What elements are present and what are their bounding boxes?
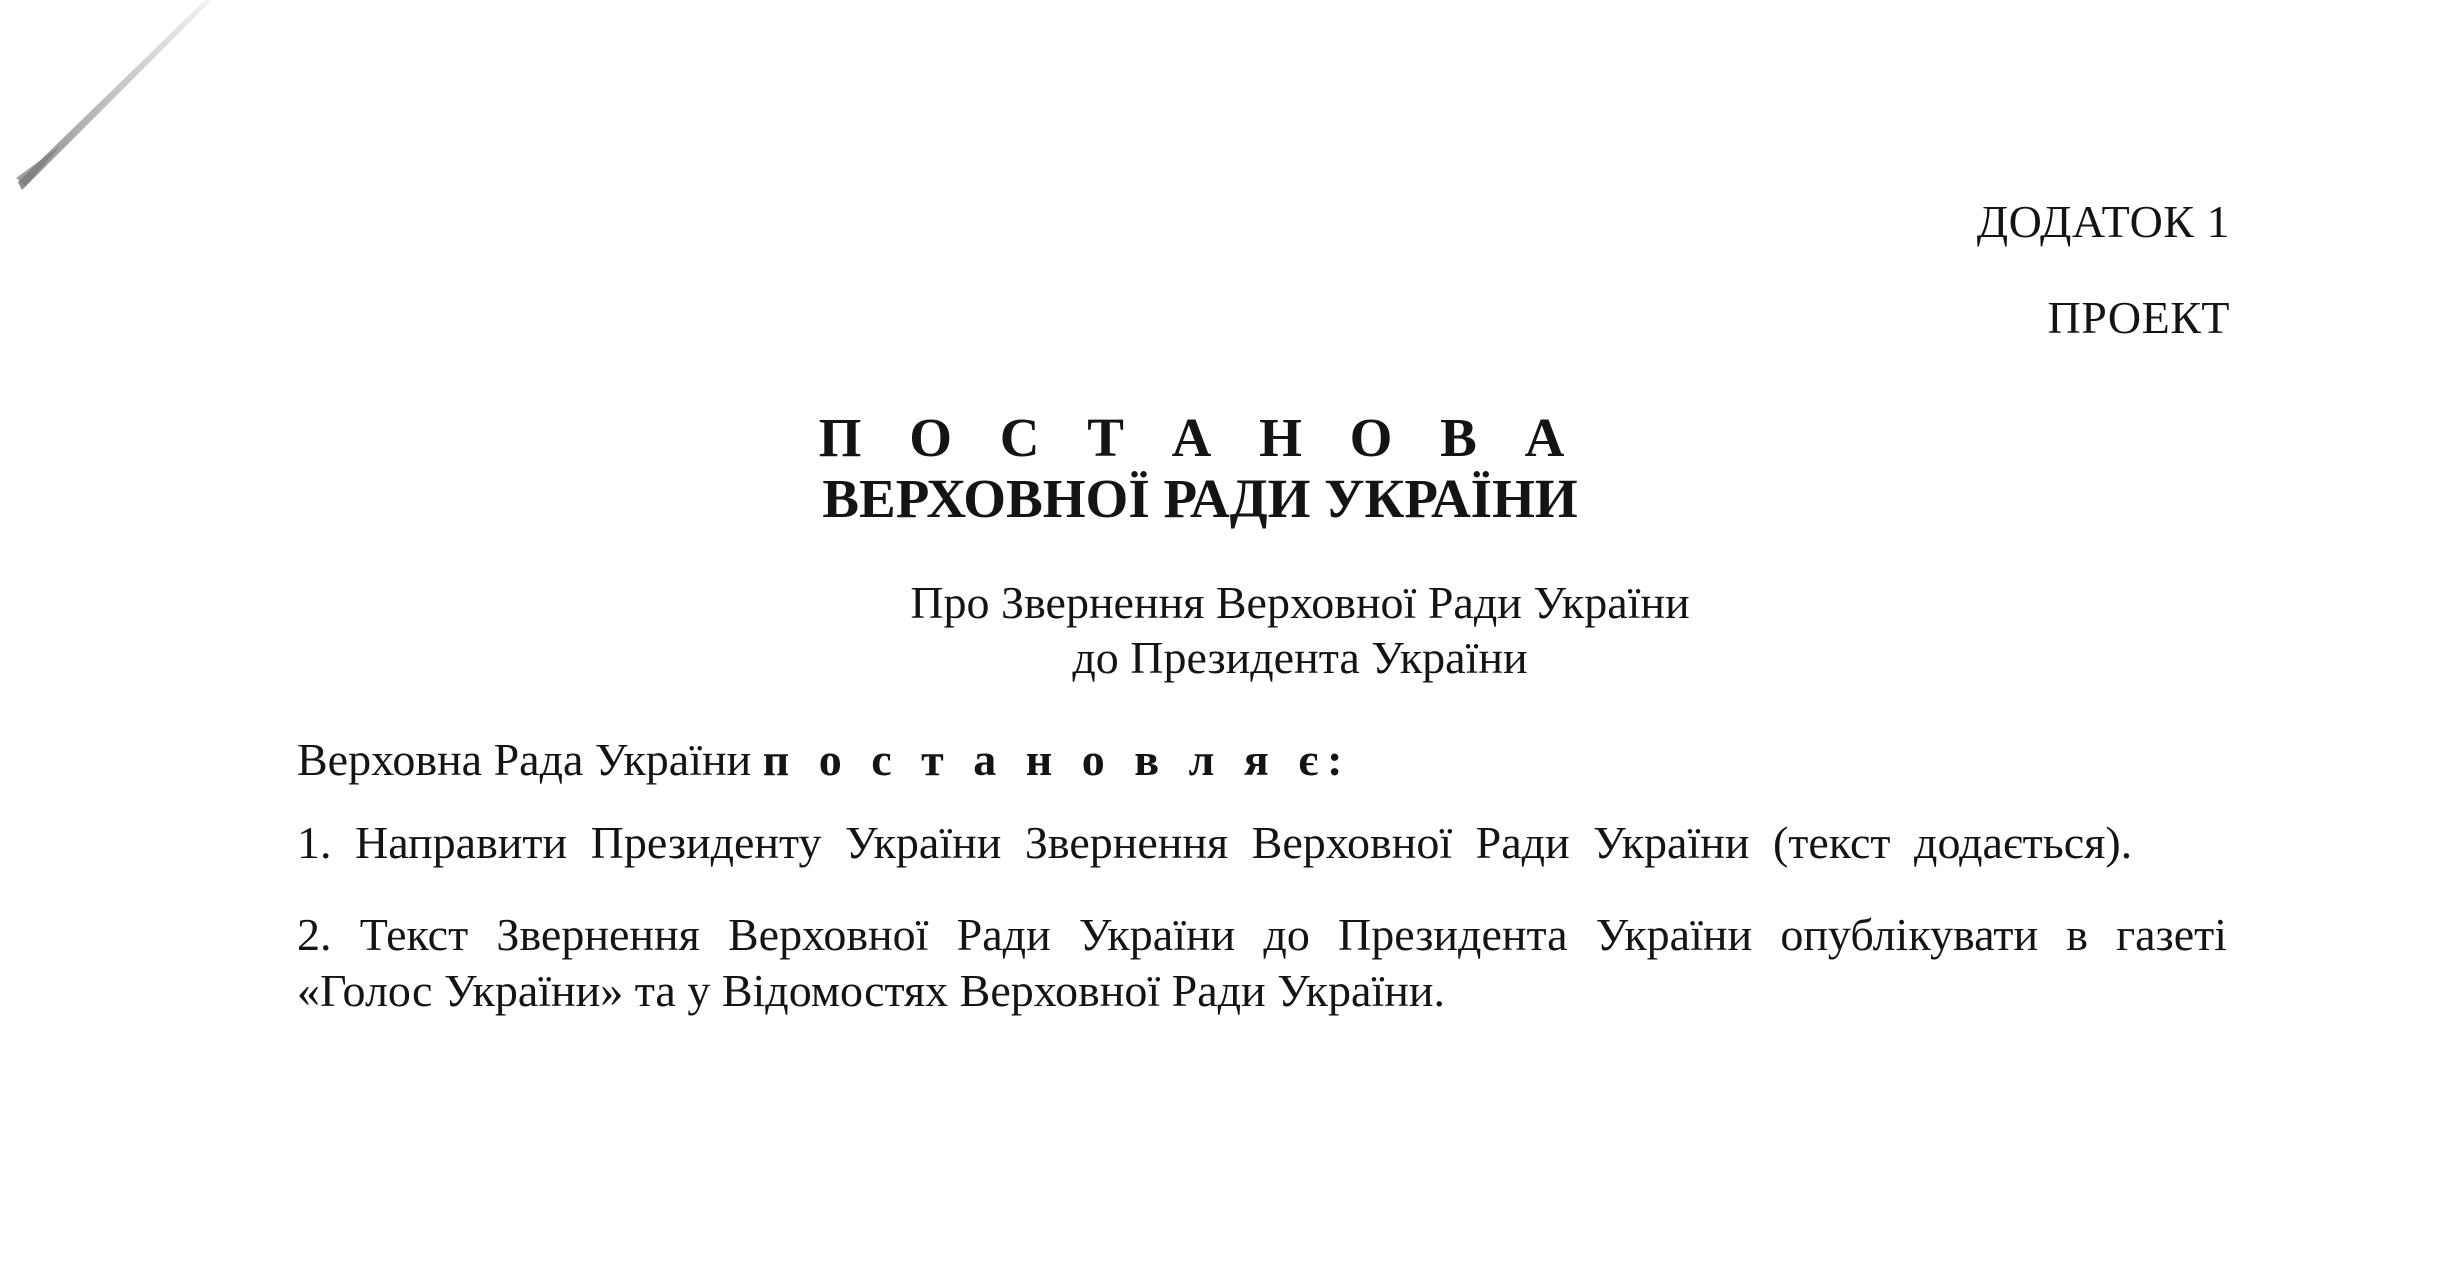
document-title: П О С Т А Н О В А bbox=[818, 407, 1582, 468]
page-corner-fold bbox=[0, 0, 240, 200]
subject-line-2: до Президента України bbox=[1072, 632, 1528, 683]
clause-2-line-2: «Голос України» та у Відомостях Верховної Ради України. bbox=[297, 965, 1445, 1016]
clause-2-line-1: 2. Текст Звернення Верховної Ради України до Президента України опублікувати в газеті bbox=[297, 909, 2227, 960]
draft-label: ПРОЕКТ bbox=[2047, 292, 2230, 343]
decree-verb: п о с т а н о в л я є: bbox=[762, 734, 1352, 785]
issuing-body: ВЕРХОВНОЇ РАДИ УКРАЇНИ bbox=[822, 468, 1578, 529]
subject-line-1: Про Звернення Верховної Ради України bbox=[910, 577, 1690, 628]
decree-paragraph bbox=[297, 732, 2227, 788]
annex-label: ДОДАТОК 1 bbox=[1976, 196, 2230, 247]
clause-1: 1. Направити Президенту України Звернення Верховної Ради України (текст додається). bbox=[297, 817, 2133, 868]
clause-2 bbox=[297, 907, 2227, 1019]
decree-intro: Верховна Рада України bbox=[297, 734, 752, 785]
